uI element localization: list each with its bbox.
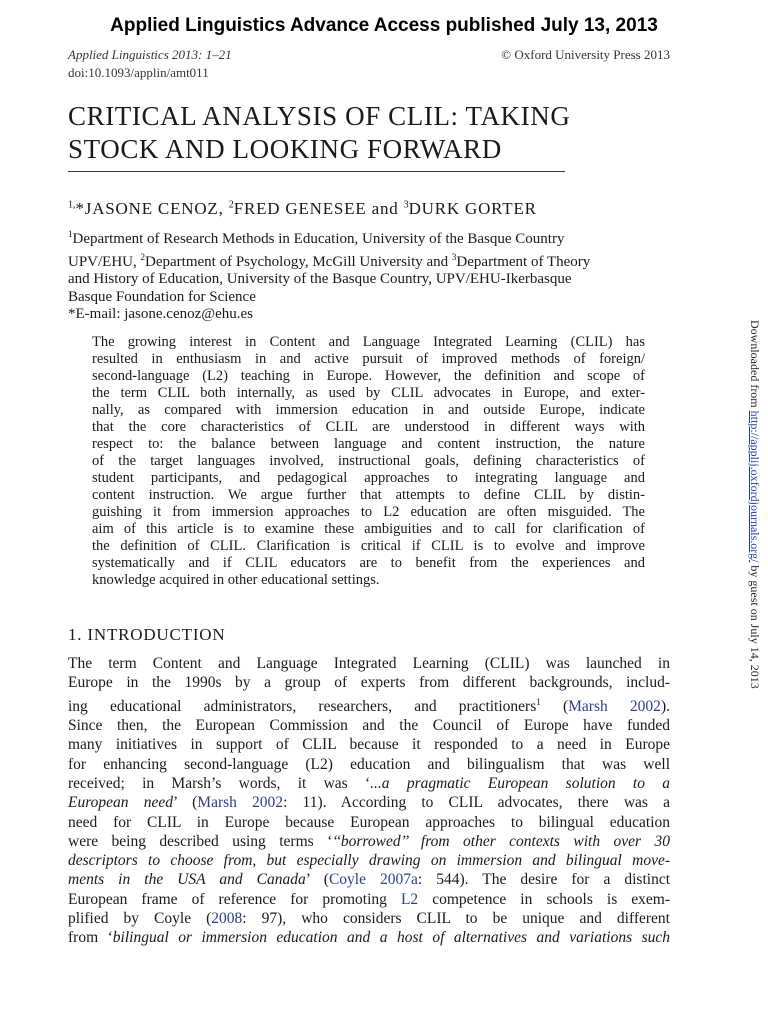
body-text-run: : 11). According to CLIL advocates, there was a (283, 794, 670, 812)
abstract-line: nally, as compared with immersion education in and outside Europe, indicate (92, 402, 645, 418)
quotation: ...a pragmatic European solution to a (370, 774, 671, 792)
abstract-line: student participants, and pedagogical approaches to integrating language and (92, 470, 645, 486)
body-text-run: ’ ( (172, 794, 198, 812)
author-affil-marker: 1, (68, 199, 76, 211)
journal-url-link[interactable]: http://applij.oxfordjournals.org/ (748, 410, 762, 563)
body-text-run: European frame of reference for promoting (68, 890, 401, 908)
affiliation-text: Department of Theory (456, 253, 591, 270)
body-line (68, 693, 670, 716)
body-paragraph (68, 654, 670, 948)
body-text-run: from ‘ (68, 929, 113, 947)
footnote-marker[interactable]: 1 (536, 696, 541, 707)
body-text-run: ). (660, 697, 670, 715)
abstract-line: respect to: the balance between language and content instruction, the nature (92, 436, 645, 452)
affiliation-line (68, 249, 668, 272)
author-affil-marker: 2 (228, 199, 234, 211)
affiliation-text: Department of Research Methods in Education, University of the Basque Country (72, 231, 565, 247)
affil-marker: 2 (140, 251, 146, 262)
citation-link[interactable]: Coyle 2007a (328, 871, 418, 889)
citation-link[interactable]: Marsh 2002 (568, 697, 661, 715)
author-name: *JASONE CENOZ, (75, 199, 229, 218)
abstract-line: guishing it from immersion approaches to L2 education are often misguided. The (92, 504, 645, 520)
copyright-notice: © Oxford University Press 2013 (501, 47, 670, 62)
body-line (68, 909, 670, 928)
title-line: CRITICAL ANALYSIS OF CLIL: TAKING (68, 101, 571, 131)
doi: doi:10.1093/applin/amt011 (68, 65, 209, 80)
abstract-line: second-language (L2) teaching in Europe. However, the definition and scope of (92, 368, 645, 384)
journal-citation: Applied Linguistics 2013: 1–21 (68, 47, 232, 62)
citation-link[interactable]: Marsh 2002 (197, 794, 284, 812)
body-text-run: were being described using terms ‘ (68, 832, 333, 850)
body-line (68, 928, 670, 947)
abstract-line: the term CLIL both internally, as used by CLIL advocates in Europe, and exter- (92, 385, 645, 401)
quotation: bilingual or immersion education and a host of alternatives and variations such (112, 929, 671, 947)
affiliation-line (68, 226, 668, 249)
abbreviation-link[interactable]: L2 (400, 890, 419, 908)
body-text-run: ’ ( (305, 871, 329, 889)
body-text-run: received; in Marsh’s words, it was ‘ (68, 774, 371, 792)
abstract-line: resulted in enthusiasm in and active pursuit of improved methods of foreign/ (92, 351, 645, 367)
title-divider (68, 171, 565, 172)
body-text-run: competence in schools is exem- (418, 890, 670, 908)
journal-header (68, 47, 670, 63)
download-note-text: by guest on July 14, 2013 (748, 562, 762, 689)
author-affil-marker: 3 (403, 199, 409, 211)
abstract-line: aim of this article is to examine these ambiguities and to call for clarification of (92, 521, 645, 537)
affiliation-line: and History of Education, University of the Basque Country, UPV/EHU-Ikerbasque (68, 271, 572, 287)
abstract-line: The growing interest in Content and Language Integrated Learning (CLIL) has (92, 334, 645, 350)
abstract-line: of the target languages involved, instructional goals, defining characteristics of (92, 453, 645, 469)
advance-access-banner: Applied Linguistics Advance Access published July 13, 2013 (110, 15, 658, 36)
body-text-run: ing educational administrators, researchers, and practitioners (68, 697, 537, 715)
corresponding-email: *E-mail: jasone.cenoz@ehu.es (68, 306, 253, 322)
abstract-line: systematically and if CLIL educators are to benefit from the experiences and (92, 555, 645, 571)
abstract-line: the definition of CLIL. Clarification is critical if CLIL is to evolve and improve (92, 538, 645, 554)
abstract (92, 334, 645, 589)
title-line: STOCK AND LOOKING FORWARD (68, 134, 502, 164)
affil-marker: 1 (68, 229, 73, 239)
affiliation-line: Basque Foundation for Science (68, 288, 256, 305)
affiliation-text: UPV/EHU, (68, 253, 141, 270)
body-line: The term Content and Language Integrated Learning (CLIL) was launched in (68, 655, 670, 672)
download-note-text: Downloaded from (748, 320, 762, 411)
body-text-run: ( (540, 697, 569, 715)
author-list (68, 199, 537, 219)
abstract-line: that the core characteristics of CLIL are understood in different ways with (92, 419, 645, 435)
quotation: ‘‘borrowed’’ from other contexts with over 30 (332, 832, 670, 850)
section-heading: 1. INTRODUCTION (68, 625, 226, 644)
quotation: ments in the USA and Canada (68, 871, 306, 889)
citation-link[interactable]: 2008 (211, 910, 243, 928)
body-line (68, 890, 670, 909)
affiliation-text: Department of Psychology, McGill University and (145, 253, 452, 270)
affil-marker: 3 (451, 251, 457, 262)
abstract-line: knowledge acquired in other educational settings. (92, 572, 380, 588)
body-text-run: : 544). The desire for a distinct (417, 871, 671, 889)
quotation: descriptors to choose from, but especially drawing on immersion and bilingual move- (68, 852, 670, 870)
affiliations (68, 226, 668, 324)
body-line: need for CLIL in Europe because European approaches to bilingual education (68, 813, 670, 831)
body-text-run: plified by Coyle ( (68, 910, 212, 928)
download-note (747, 320, 762, 689)
author-name: FRED GENESEE and (233, 199, 404, 218)
body-line: Since then, the European Commission and the Council of Europe have funded (68, 717, 670, 735)
author-name: DURK GORTER (408, 199, 537, 218)
body-line: Europe in the 1990s by a group of experts from different backgrounds, includ- (68, 674, 670, 692)
body-line: for enhancing second-language (L2) education and bilingualism that was well (68, 755, 670, 773)
quotation: European need (68, 794, 173, 812)
body-line: many initiatives in support of CLIL because it responded to a need in Europe (68, 736, 670, 754)
article-title (68, 100, 688, 166)
body-line (68, 870, 670, 889)
download-watermark (748, 320, 764, 720)
abstract-line: content instruction. We argue further that attempts to define CLIL by distin- (92, 487, 645, 503)
body-line (68, 774, 670, 793)
body-line (68, 793, 670, 812)
body-text-run: : 97), who considers CLIL to be unique and different (242, 910, 670, 928)
body-line (68, 851, 670, 870)
body-line (68, 832, 670, 851)
